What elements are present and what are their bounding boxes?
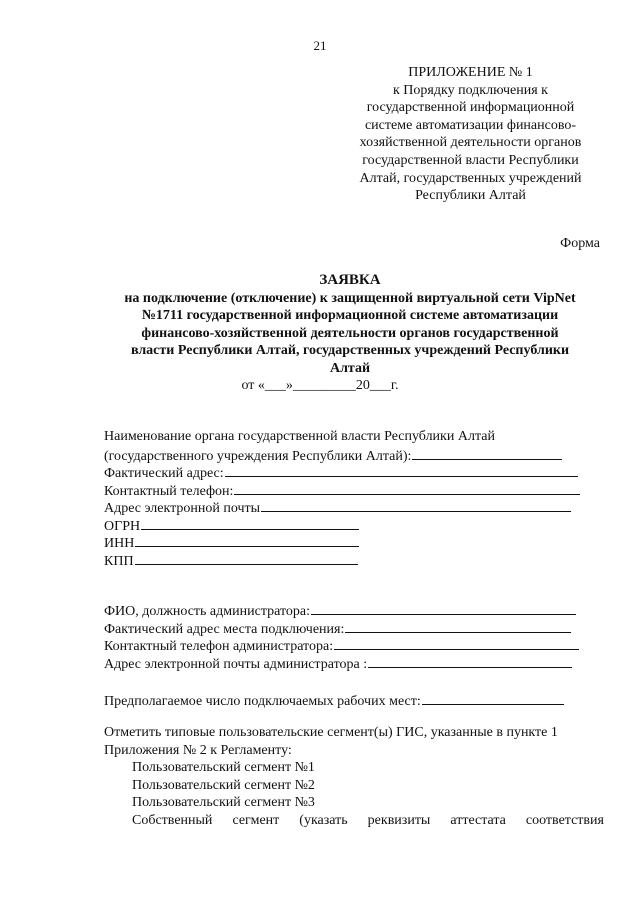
date-line: от «___»_________20___г. bbox=[241, 378, 399, 393]
email-field[interactable] bbox=[261, 498, 571, 512]
ogrn-label: ОГРН bbox=[104, 518, 141, 534]
segment-option-2: Пользовательский сегмент №2 bbox=[132, 777, 315, 793]
own-segment-word: соответствия bbox=[525, 812, 604, 828]
appendix-line: к Порядку подключения к bbox=[393, 82, 548, 98]
own-segment-word: (указать bbox=[299, 812, 348, 828]
own-segment-line bbox=[104, 812, 604, 830]
admin-email-field[interactable] bbox=[368, 654, 572, 668]
title-heading: ЗАЯВКА bbox=[319, 272, 381, 288]
ogrn-field[interactable] bbox=[141, 516, 359, 530]
appendix-line: государственной информационной bbox=[366, 100, 575, 116]
kpp-field[interactable] bbox=[135, 551, 358, 565]
own-segment-word: сегмент bbox=[232, 812, 280, 828]
segments-intro: Отметить типовые пользовательские сегмент(ы) ГИС, указанные в пункте 1 bbox=[104, 725, 558, 740]
own-segment-word: Собственный bbox=[132, 812, 213, 828]
admin-phone-label: Контактный телефон администратора: bbox=[104, 639, 334, 654]
application-title bbox=[90, 272, 610, 377]
phone-field[interactable] bbox=[234, 481, 580, 495]
title-line: власти Республики Алтай, государственных учреждений Республики bbox=[130, 343, 570, 358]
title-line: Алтай bbox=[329, 360, 371, 376]
segments-section bbox=[104, 724, 604, 829]
org-name-label-cont: (государственного учреждения Республики Алтай): bbox=[104, 448, 412, 464]
workstations-label: Предполагаемое число подключаемых рабочих мест: bbox=[104, 694, 421, 709]
appendix-line: хозяйственной деятельности органов bbox=[359, 135, 582, 151]
form-label: Форма bbox=[560, 236, 600, 251]
appendix-line: Алтай, государственных учреждений bbox=[359, 170, 582, 186]
appendix-line: системе автоматизации финансово- bbox=[364, 117, 577, 133]
workstations-field[interactable] bbox=[422, 691, 564, 705]
appendix-line: Республики Алтай bbox=[415, 188, 526, 204]
inn-label: ИНН bbox=[104, 536, 135, 551]
page-number: 21 bbox=[313, 38, 327, 53]
title-line: №1711 государственной информационной системе автоматизации bbox=[141, 308, 559, 323]
phone-label: Контактный телефон: bbox=[104, 483, 234, 499]
own-segment-word: аттестата bbox=[450, 812, 506, 828]
own-segment-word: реквизиты bbox=[367, 812, 431, 828]
address-label: Фактический адрес: bbox=[104, 466, 224, 481]
inn-field[interactable] bbox=[135, 533, 359, 547]
address-field[interactable] bbox=[225, 463, 578, 477]
segment-option-1: Пользовательский сегмент №1 bbox=[132, 760, 315, 775]
title-line: финансово-хозяйственной деятельности органов государственной bbox=[141, 325, 559, 341]
appendix-title: ПРИЛОЖЕНИЕ № 1 bbox=[408, 65, 533, 80]
appendix-header bbox=[338, 64, 603, 205]
segment-option-3: Пользовательский сегмент №3 bbox=[132, 795, 315, 810]
organization-fields bbox=[104, 428, 580, 568]
appendix-line: государственной власти Республики bbox=[362, 152, 579, 168]
connection-address-label: Фактический адрес места подключения: bbox=[104, 621, 345, 637]
workstations-fields bbox=[104, 691, 564, 709]
administrator-fields bbox=[104, 601, 579, 671]
admin-name-field[interactable] bbox=[311, 601, 576, 615]
title-line: на подключение (отключение) к защищенной виртуальной сети VipNet bbox=[124, 290, 576, 306]
admin-phone-field[interactable] bbox=[334, 636, 579, 650]
org-name-field[interactable] bbox=[412, 446, 562, 460]
segments-intro-cont: Приложения № 2 к Регламенту: bbox=[104, 742, 292, 758]
connection-address-field[interactable] bbox=[345, 619, 571, 633]
org-name-label: Наименование органа государственной власти Республики Алтай bbox=[104, 429, 495, 444]
admin-name-label: ФИО, должность администратора: bbox=[104, 604, 311, 619]
admin-email-label: Адрес электронной почты администратора : bbox=[104, 656, 368, 672]
email-label: Адрес электронной почты bbox=[104, 501, 261, 516]
kpp-label: КПП bbox=[104, 553, 134, 569]
